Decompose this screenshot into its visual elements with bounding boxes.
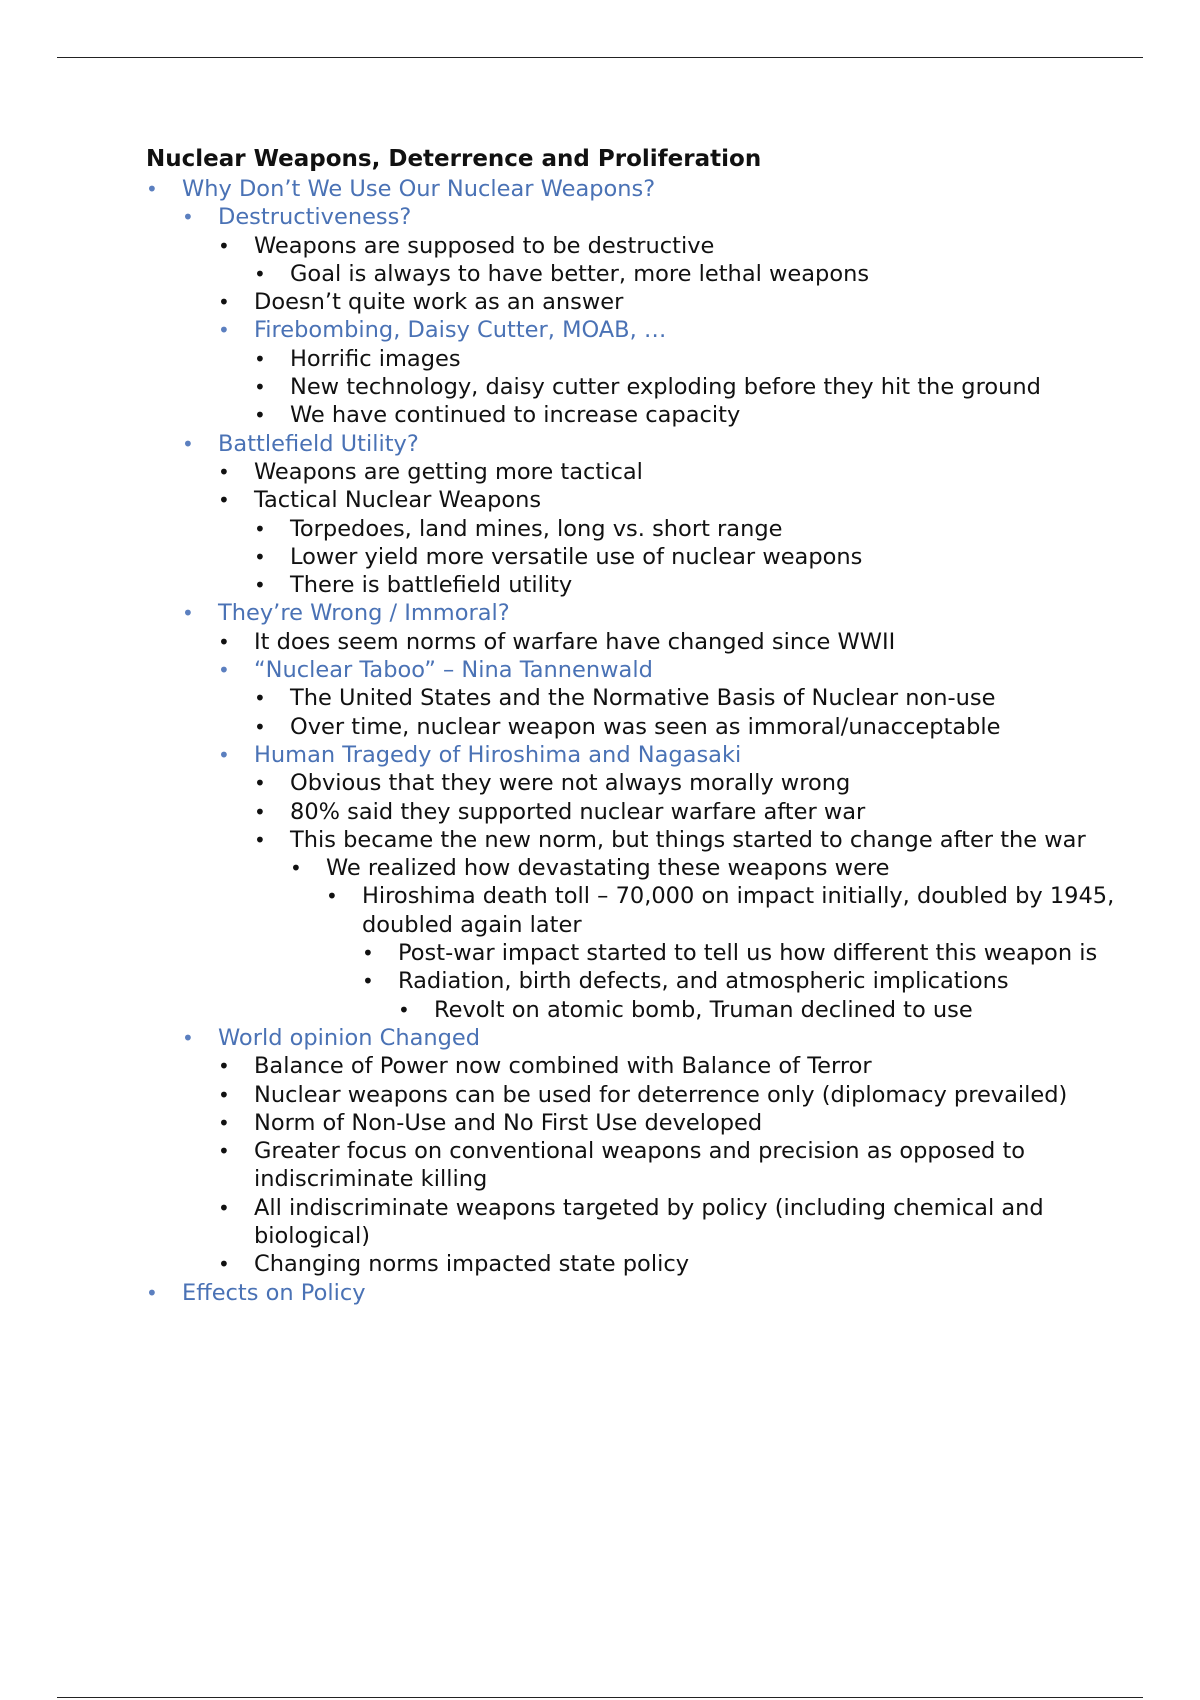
outline-item [146,996,1146,1024]
bullet-icon: • [218,629,230,654]
outline-item [146,684,1146,712]
outline-item [146,373,1146,401]
outline-text: Doesn’t quite work as an answer [254,289,624,316]
document-body [146,143,1146,1307]
outline-text: 80% said they supported nuclear warfare after war [290,798,866,825]
outline-item [146,798,1146,826]
bullet-icon: • [146,1280,158,1305]
outline-item [146,543,1146,571]
bullet-icon: • [254,771,266,796]
outline-text: Goal is always to have better, more lethal weapons [290,260,870,287]
bullet-icon: • [326,884,338,909]
bullet-icon: • [218,488,230,513]
outline-heading [146,1024,1146,1052]
bullet-icon: • [290,856,302,881]
bullet-icon: • [182,601,194,626]
outline-item [146,1250,1146,1278]
outline-text: Firebombing, Daisy Cutter, MOAB, … [254,317,667,344]
bullet-icon: • [362,969,374,994]
outline-text: Weapons are getting more tactical [254,458,643,485]
outline-item [146,628,1146,656]
outline-heading [146,656,1146,684]
outline-text: Human Tragedy of Hiroshima and Nagasaki [254,741,742,768]
outline-item [146,571,1146,599]
outline-text: Effects on Policy [182,1279,366,1306]
outline-item [146,458,1146,486]
outline-item [146,826,1146,854]
outline-heading [146,203,1146,231]
outline-text: Greater focus on conventional weapons and precision as opposed to indiscriminate killing [254,1138,1026,1193]
outline-text: New technology, daisy cutter exploding before they hit the ground [290,374,1041,401]
bullet-icon: • [182,1025,194,1050]
bullet-icon: • [218,459,230,484]
outline-text: The United States and the Normative Basis of Nuclear non-use [290,685,996,712]
header-rule [57,57,1143,58]
bullet-icon: • [218,1252,230,1277]
outline-text: Weapons are supposed to be destructive [254,232,715,259]
outline-heading [146,316,1146,344]
bullet-icon: • [254,346,266,371]
outline-text: Lower yield more versatile use of nuclear weapons [290,543,863,570]
outline-item [146,260,1146,288]
outline-text: Radiation, birth defects, and atmospheric implications [398,968,1009,995]
outline-item [146,1137,1146,1194]
bullet-icon: • [254,827,266,852]
bullet-icon: • [218,742,230,767]
outline-text: There is battlefield utility [290,572,573,599]
outline-text: We have continued to increase capacity [290,402,741,429]
bullet-icon: • [218,1139,230,1164]
bullet-icon: • [254,544,266,569]
outline-text: Obvious that they were not always morally wrong [290,770,851,797]
bullet-icon: • [218,318,230,343]
outline-text: This became the new norm, but things started to change after the war [290,826,1086,853]
bullet-icon: • [218,1195,230,1220]
outline-text: “Nuclear Taboo” – Nina Tannenwald [254,657,653,684]
bullet-icon: • [218,233,230,258]
outline-text: All indiscriminate weapons targeted by policy (including chemical and biological) [254,1194,1044,1249]
outline-heading [146,599,1146,627]
outline-text: Why Don’t We Use Our Nuclear Weapons? [182,176,656,202]
bullet-icon: • [254,516,266,541]
bullet-icon: • [254,261,266,286]
outline-text: Horrific images [290,345,461,372]
outline-item [146,288,1146,316]
bullet-icon: • [398,997,410,1022]
bullet-icon: • [218,1082,230,1107]
bullet-icon: • [254,714,266,739]
outline-item [146,967,1146,995]
outline-item [146,713,1146,741]
bullet-icon: • [254,375,266,400]
bullet-icon: • [254,799,266,824]
bullet-icon: • [218,658,230,683]
outline-item [146,882,1146,939]
outline-text: Battlefield Utility? [218,430,419,457]
outline-item [146,345,1146,373]
outline-heading [146,741,1146,769]
outline-list [146,175,1146,1307]
outline-text: Over time, nuclear weapon was seen as immoral/unacceptable [290,713,1001,740]
bullet-icon: • [254,403,266,428]
outline-text: Destructiveness? [218,204,412,231]
outline-item [146,401,1146,429]
bullet-icon: • [218,1054,230,1079]
outline-heading [146,175,1146,203]
bullet-icon: • [254,686,266,711]
outline-item [146,515,1146,543]
bullet-icon: • [218,290,230,315]
outline-text: They’re Wrong / Immoral? [218,600,510,627]
outline-text: Nuclear weapons can be used for deterrence only (diplomacy prevailed) [254,1081,1068,1108]
outline-text: Hiroshima death toll – 70,000 on impact initially, doubled by 1945, doubled again later [362,883,1115,938]
bullet-icon: • [218,1110,230,1135]
bullet-icon: • [254,573,266,598]
outline-text: Torpedoes, land mines, long vs. short range [290,515,783,542]
outline-item [146,486,1146,514]
outline-item [146,769,1146,797]
outline-text: World opinion Changed [218,1024,481,1051]
outline-item [146,854,1146,882]
outline-text: It does seem norms of warfare have changed since WWII [254,628,896,655]
outline-item [146,939,1146,967]
outline-item [146,1052,1146,1080]
footer-rule [57,1697,1143,1698]
outline-text: Changing norms impacted state policy [254,1251,690,1278]
outline-item [146,1109,1146,1137]
outline-item [146,1194,1146,1251]
bullet-icon: • [182,205,194,230]
outline-text: Tactical Nuclear Weapons [254,487,542,514]
outline-text: We realized how devastating these weapons were [326,855,890,882]
outline-text: Balance of Power now combined with Balance of Terror [254,1053,872,1080]
outline-item [146,1081,1146,1109]
outline-text: Revolt on atomic bomb, Truman declined to use [434,996,973,1023]
bullet-icon: • [146,177,158,201]
outline-heading [146,430,1146,458]
bullet-icon: • [182,431,194,456]
outline-text: Post-war impact started to tell us how different this weapon is [398,940,1098,967]
document-title: Nuclear Weapons, Deterrence and Proliferation [146,146,762,172]
outline-item [146,232,1146,260]
bullet-icon: • [362,941,374,966]
outline-text: Norm of Non-Use and No First Use developed [254,1109,763,1136]
outline-heading [146,1279,1146,1307]
